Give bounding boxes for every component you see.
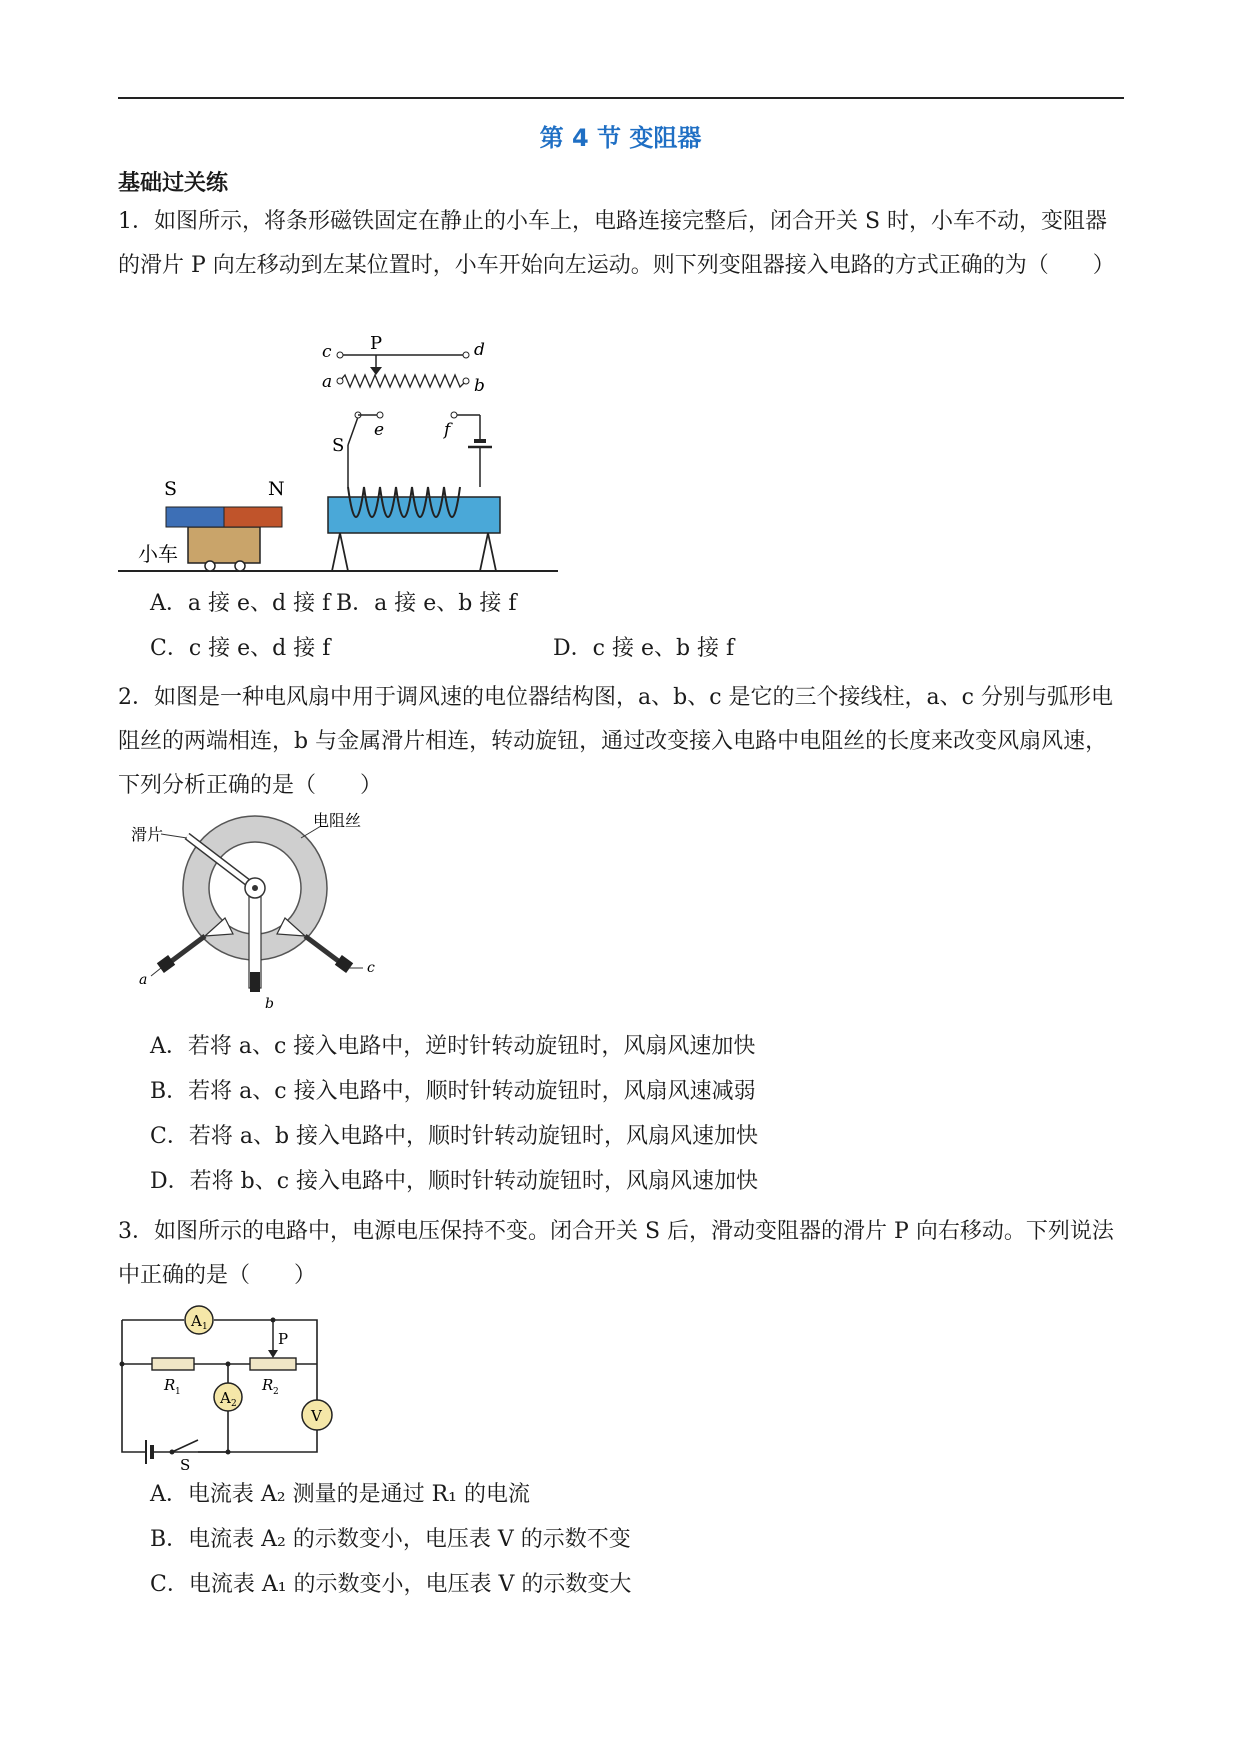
label-slider: 滑片 (131, 825, 164, 844)
q2-option-b: B．若将 a、c 接入电路中，顺时针转动旋钮时，风扇风速减弱 (150, 1079, 756, 1104)
knob-center (252, 885, 258, 891)
v-label: V (311, 1407, 322, 1425)
question-2-text: 2．如图是一种电风扇中用于调风速的电位器结构图，a、b、c 是它的三个接线柱，a、c 分别与弧形电阻丝的两端相连，b 与金属滑片相连，转动旋钮，通过改变接入电路中电阻丝的长度来改变风扇风速，下列分析正确的是（ ） (118, 685, 1113, 798)
slider-p-arrow (268, 1350, 278, 1358)
label-b: b (265, 996, 274, 1012)
label-d: d (474, 340, 485, 360)
q3-figure (110, 1300, 350, 1470)
magnet-s-half (166, 507, 224, 527)
terminal-b (463, 378, 469, 384)
wire-a (151, 968, 161, 976)
cart-wheel-left (205, 561, 215, 571)
lug-b (250, 972, 260, 992)
label-a: a (322, 372, 333, 392)
section-heading: 基础过关练 (118, 171, 229, 196)
terminal-f (451, 412, 457, 418)
q1-option-b: B．a 接 e、b 接 f (336, 591, 517, 616)
r1-sub: 1 (175, 1387, 181, 1397)
cart-label: 小车 (138, 542, 178, 566)
a1-sub: 1 (202, 1322, 208, 1332)
cart-body (188, 527, 260, 563)
q3-option-b: B．电流表 A₂ 的示数变小，电压表 V 的示数不变 (150, 1527, 631, 1552)
label-f: f (444, 420, 451, 440)
terminal-c (337, 352, 343, 358)
resistor-r2 (250, 1358, 296, 1370)
label-e: e (374, 420, 385, 440)
r2-sub: 2 (273, 1387, 279, 1397)
label-wire: 电阻丝 (313, 811, 362, 830)
q1-option-c: C．c 接 e、d 接 f (150, 636, 331, 661)
label-a: a (139, 972, 148, 988)
magnet-s-label: S (164, 478, 178, 500)
resistance-coil (340, 375, 466, 387)
junction-left (120, 1362, 125, 1367)
q2-option-a: A．若将 a、c 接入电路中，逆时针转动旋钮时，风扇风速加快 (150, 1034, 756, 1059)
r2-label: R (262, 1376, 274, 1394)
a2-label: A (220, 1389, 231, 1407)
question-3-text: 3．如图所示的电路中，电源电压保持不变。闭合开关 S 后，滑动变阻器的滑片 P 向右移动。下列说法中正确的是（ ） (118, 1219, 1114, 1288)
r1-label: R (164, 1376, 176, 1394)
stand-left (332, 533, 348, 571)
q1-option-a: A．a 接 e、d 接 f (150, 591, 331, 616)
terminal-d (463, 352, 469, 358)
q1-option-d: D．c 接 e、b 接 f (553, 636, 735, 661)
q2-figure (125, 808, 395, 1013)
junction-p (271, 1318, 276, 1323)
label-b: b (474, 376, 485, 396)
slider-arrow (370, 367, 382, 375)
s-label: S (180, 1456, 191, 1470)
label-c: c (367, 960, 375, 976)
question-1-text: 1．如图所示，将条形磁铁固定在静止的小车上，电路连接完整后，闭合开关 S 时，小车不动，变阻器的滑片 P 向左移动到左某位置时，小车开始向左运动。则下列变阻器接入电路的方式正确的为（ ） (118, 209, 1115, 278)
top-rule (118, 97, 1124, 99)
leader-slider (161, 834, 187, 838)
cart-wheel-right (235, 561, 245, 571)
q2-option-c: C．若将 a、b 接入电路中，顺时针转动旋钮时，风扇风速加快 (150, 1124, 759, 1149)
resistor-r1 (152, 1358, 194, 1370)
a1-label: A (191, 1312, 202, 1330)
page-title: 第 4 节 变阻器 (539, 124, 702, 152)
terminal-a (337, 378, 343, 384)
switch-blade (348, 417, 358, 445)
label-c: c (322, 342, 332, 362)
q2-option-d: D．若将 b、c 接入电路中，顺时针转动旋钮时，风扇风速加快 (150, 1169, 759, 1194)
label-P: P (370, 335, 383, 354)
stand-right (480, 533, 496, 571)
magnet-n-half (224, 507, 282, 527)
a2-sub: 2 (231, 1399, 237, 1409)
magnet-n-label: N (268, 478, 285, 500)
q3-option-a: A．电流表 A₂ 测量的是通过 R₁ 的电流 (150, 1482, 530, 1507)
q3-option-c: C．电流表 A₁ 的示数变小，电压表 V 的示数变大 (150, 1572, 632, 1597)
p-label: P (278, 1330, 289, 1348)
q1-figure (118, 335, 558, 575)
terminal-e (377, 412, 383, 418)
switch-blade (172, 1440, 198, 1452)
switch-label: S (332, 435, 345, 456)
